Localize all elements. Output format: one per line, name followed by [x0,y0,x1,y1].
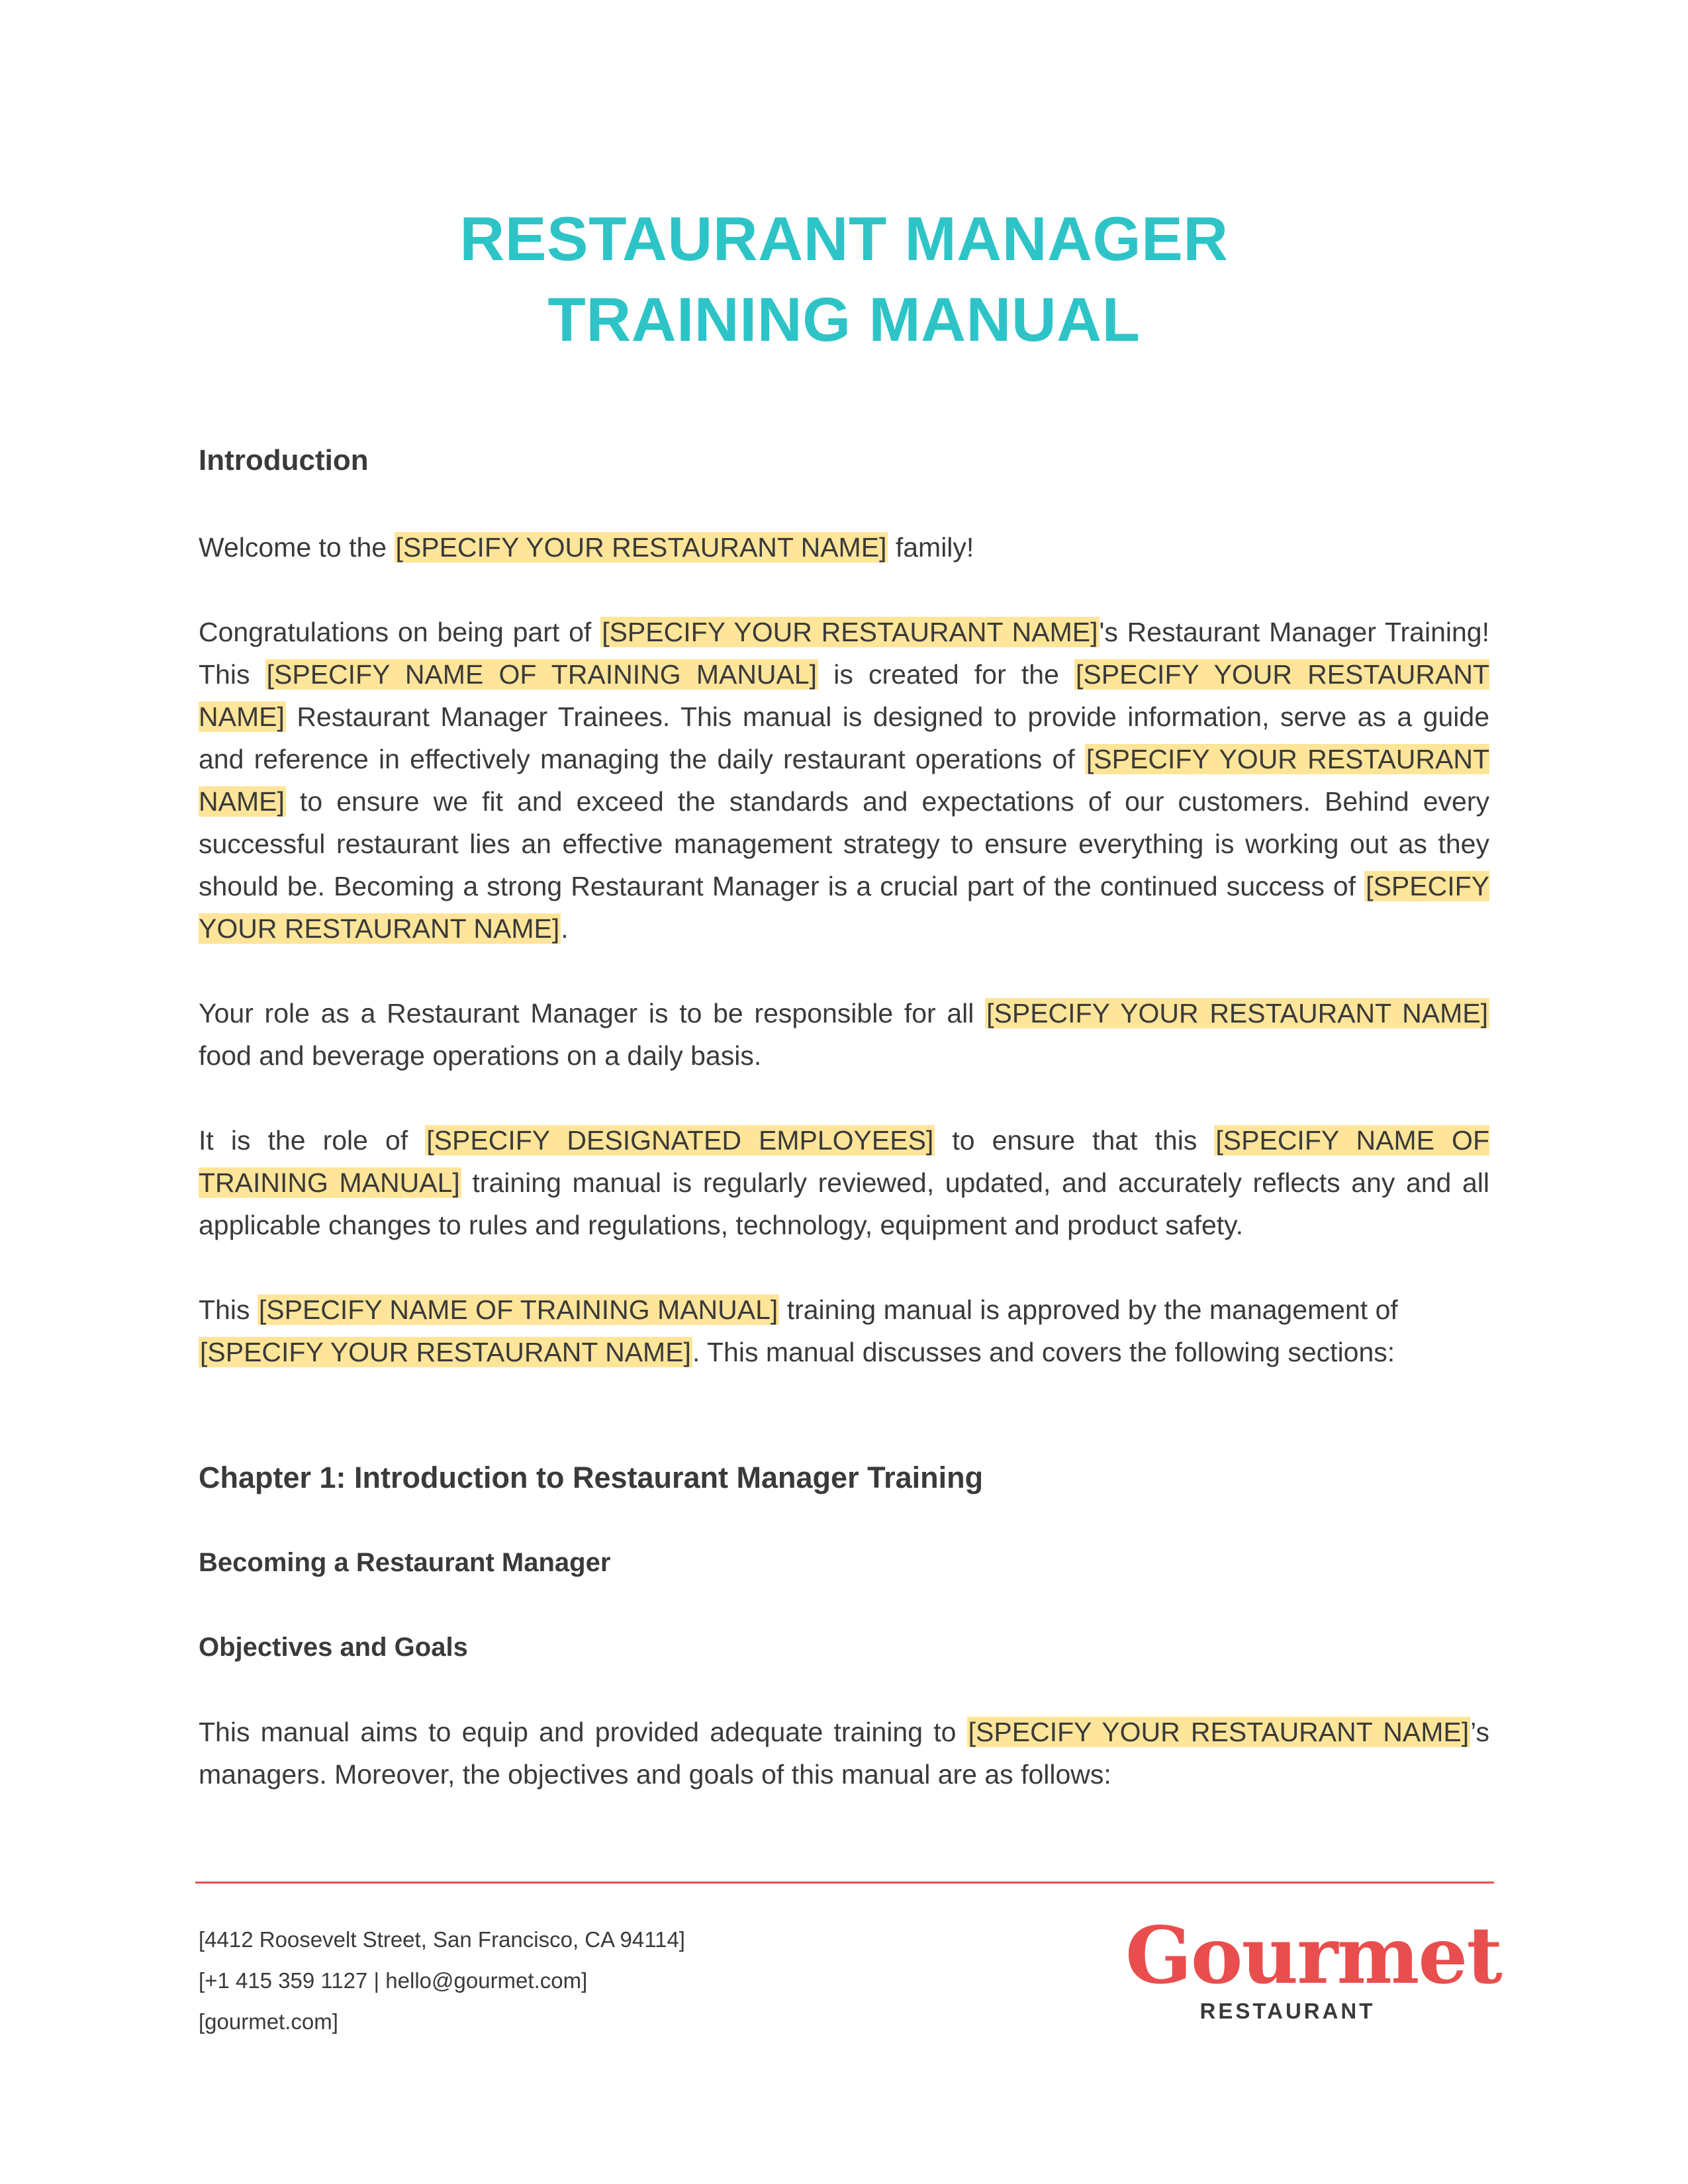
footer-contact-block [199,1919,927,2042]
chapter-1-heading: Chapter 1: Introduction to Restaurant Manager Training [199,1461,984,1494]
document-body [199,440,1489,1838]
placeholder-highlight: [SPECIFY YOUR RESTAURANT NAME] [199,659,1489,732]
footer-phone-email: [+1 415 359 1127 | hello@gourmet.com] [199,1968,588,1993]
aims-paragraph: This manual aims to equip and provided adequate training to [SPECIFY YOUR RESTAURANT NAME]’s managers. Moreover, the objectives and goals of this manual are as follows: [199,1717,1489,1790]
placeholder-highlight: [SPECIFY YOUR RESTAURANT NAME] [395,532,887,563]
placeholder-highlight: [SPECIFY NAME OF TRAINING MANUAL] [266,659,818,690]
title-line-2: TRAINING MANUAL [547,285,1141,354]
placeholder-highlight: [SPECIFY NAME OF TRAINING MANUAL] [258,1295,778,1325]
congratulations-paragraph: Congratulations on being part of [SPECIFY YOUR RESTAURANT NAME]'s Restaurant Manager Training! This [SPECIFY NAME OF TRAINING MANUAL] is created for the [SPECIFY YOUR RESTAURANT NAME] Restaurant Manager Trainees. This manual is designed to provide information, serve as a guide and reference in effectively managing the daily restaurant operations of [SPECIFY YOUR RESTAURANT NAME] to ensure we fit and exceed the standards and expectations of our customers. Behind every successful restaurant lies an effective management strategy to ensure everything is working out as they should be. Becoming a strong Restaurant Manager is a crucial part of the continued success of [SPECIFY YOUR RESTAURANT NAME]. [199,617,1490,944]
logo-subtitle: RESTAURANT [1199,1999,1376,2023]
placeholder-highlight: [SPECIFY YOUR RESTAURANT NAME] [968,1717,1470,1747]
approval-paragraph: This [SPECIFY NAME OF TRAINING MANUAL] training manual is approved by the management of [SPECIFY YOUR RESTAURANT NAME]. This manual discusses and covers the following sections: [199,1295,1398,1367]
placeholder-highlight: [SPECIFY YOUR RESTAURANT NAME] [199,744,1490,817]
becoming-manager-subheading: Becoming a Restaurant Manager [199,1548,611,1577]
placeholder-highlight: [SPECIFY DESIGNATED EMPLOYEES] [426,1125,934,1156]
title-line-1: RESTAURANT MANAGER [459,204,1229,273]
gourmet-logo [1125,1909,1501,2038]
placeholder-highlight: [SPECIFY YOUR RESTAURANT NAME] [602,617,1098,647]
footer-website: [gourmet.com] [199,2009,338,2034]
objectives-subheading: Objectives and Goals [199,1633,468,1662]
placeholder-highlight: [SPECIFY YOUR RESTAURANT NAME] [986,998,1488,1028]
logo-wordmark: Gourmet [1125,1909,1501,2001]
review-paragraph: It is the role of [SPECIFY DESIGNATED EMPLOYEES] to ensure that this [SPECIFY NAME OF TRAINING MANUAL] training manual is regularly reviewed, updated, and accurately reflects any and all applicable changes to rules and regulations, technology, equipment and product safety. [199,1125,1490,1240]
role-paragraph: Your role as a Restaurant Manager is to be responsible for all [SPECIFY YOUR RESTAURANT NAME] food and beverage operations on a daily basis. [199,998,1488,1071]
placeholder-highlight: [SPECIFY YOUR RESTAURANT NAME] [199,871,1489,944]
footer-divider [195,1882,1494,1884]
placeholder-highlight: [SPECIFY YOUR RESTAURANT NAME] [200,1337,691,1367]
welcome-paragraph: Welcome to the [SPECIFY YOUR RESTAURANT NAME] family! [199,532,974,563]
placeholder-highlight: [SPECIFY NAME OF TRAINING MANUAL] [199,1125,1489,1198]
footer-address: [4412 Roosevelt Street, San Francisco, CA 94114] [199,1927,685,1952]
introduction-heading: Introduction [199,444,369,477]
document-title [0,199,1688,360]
